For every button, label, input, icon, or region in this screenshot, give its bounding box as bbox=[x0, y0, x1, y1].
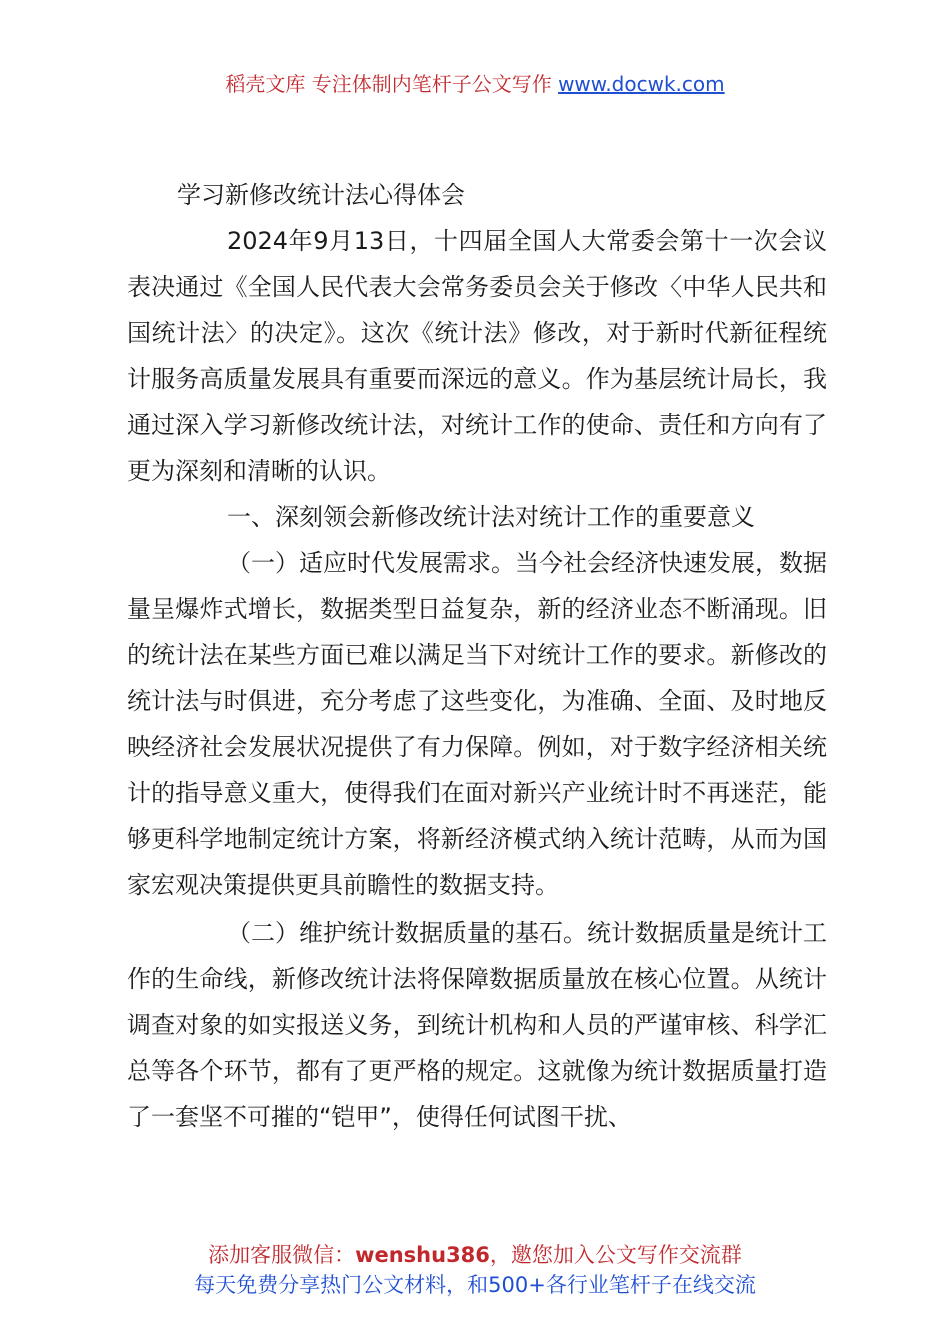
watermark-header bbox=[0, 70, 950, 98]
footer-suffix: ，邀您加入公文写作交流群 bbox=[489, 1243, 742, 1267]
section-heading-1: 一、深刻领会新修改统计法对统计工作的重要意义 bbox=[227, 503, 755, 531]
paragraph-point-1: （一）适应时代发展需求。当今社会经济快速发展，数据量呈爆炸式增长，数据类型日益复杂，新的经济业态不断涌现。旧的统计法在某些方面已难以满足当下对统计工作的要求。新修改的统计法与时俱进，充分考虑了这些变化，为准确、全面、及时地反映经济社会发展状况提供了有力保障。例如，对于数字经济相关统计的指导意义重大，使得我们在面对新兴产业统计时不再迷茫，能够更科学地制定统计方案，将新经济模式纳入统计范畴，从而为国家宏观决策提供更具前瞻性的数据支持。 bbox=[127, 549, 827, 899]
header-text: 稻壳文库 专注体制内笔杆子公文写作 bbox=[225, 72, 559, 96]
footer-prefix: 添加客服微信： bbox=[208, 1243, 356, 1267]
paragraph-intro: 2024年9月13日，十四届全国人大常委会第十一次会议表决通过《全国人民代表大会常务委员会关于修改〈中华人民共和国统计法〉的决定》。这次《统计法》修改，对于新时代新征程统计服务高质量发展具有重要而深远的意义。作为基层统计局长，我通过深入学习新修改统计法，对统计工作的使命、责任和方向有了更为深刻和清晰的认识。 bbox=[127, 227, 827, 485]
footer-contact bbox=[0, 1240, 950, 1270]
wechat-id: wenshu386 bbox=[355, 1243, 490, 1267]
footer-promo: 每天免费分享热门公文材料，和500+各行业笔杆子在线交流 bbox=[194, 1273, 756, 1297]
paragraph-point-2: （二）维护统计数据质量的基石。统计数据质量是统计工作的生命线，新修改统计法将保障数据质量放在核心位置。从统计调查对象的如实报送义务，到统计机构和人员的严谨审核、科学汇总等各个环节，都有了更严格的规定。这就像为统计数据质量打造了一套坚不可摧的“铠甲”，使得任何试图干扰、 bbox=[127, 919, 827, 1131]
document-body bbox=[127, 172, 827, 1140]
document-title: 学习新修改统计法心得体会 bbox=[177, 181, 465, 209]
header-link[interactable]: www.docwk.com bbox=[558, 72, 725, 96]
